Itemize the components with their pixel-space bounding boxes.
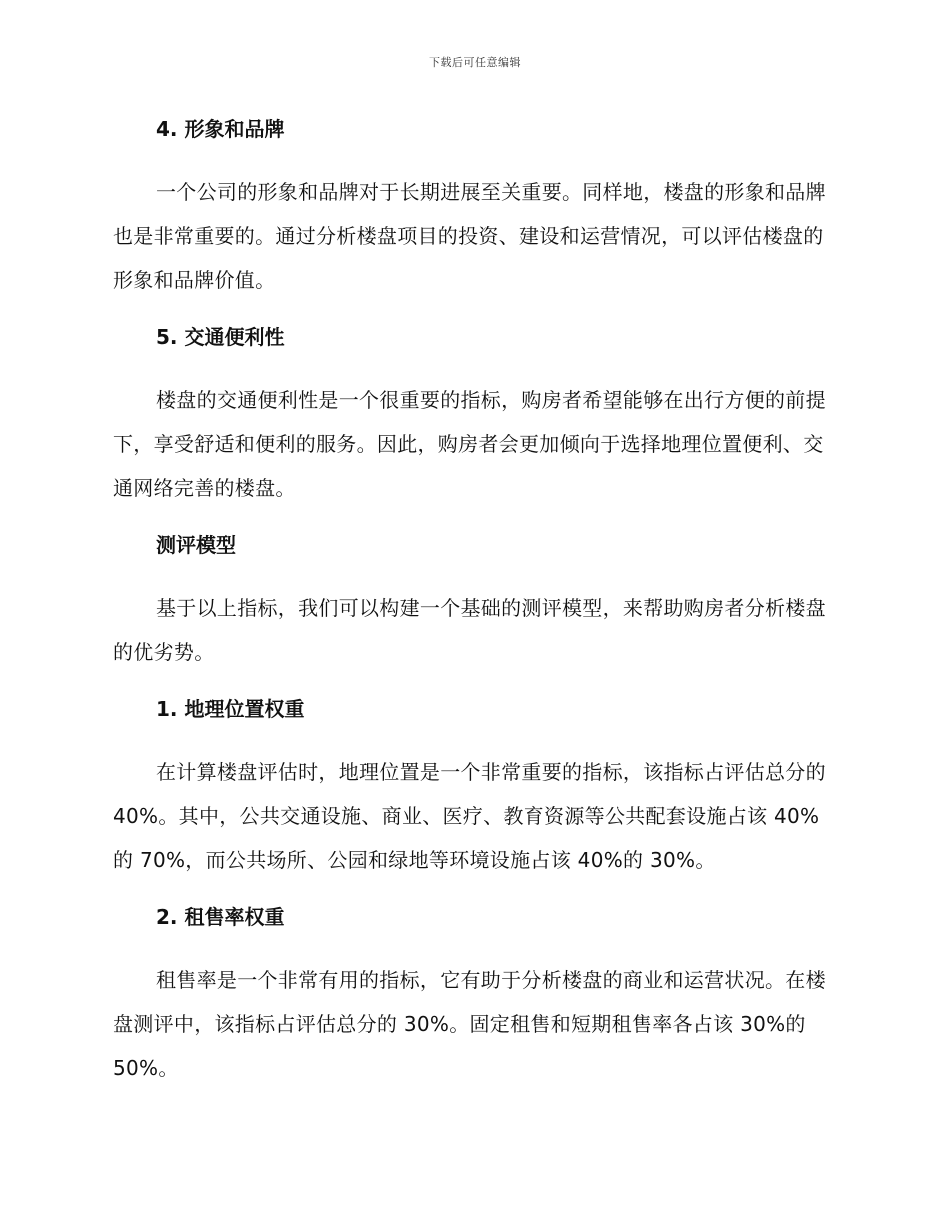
paragraph-rental-weight: 租售率是一个非常有用的指标，它有助于分析楼盘的商业和运营状况。在楼盘测评中，该指标占评估总分的 30%。固定租售和短期租售率各占该 30%的 50%。 (113, 968, 826, 1080)
paragraph-brand: 一个公司的形象和品牌对于长期进展至关重要。同样地，楼盘的形象和品牌也是非常重要的。通过分析楼盘项目的投资、建设和运营情况，可以评估楼盘的形象和品牌价值。 (113, 180, 826, 292)
section-heading-rental-weight: 2. 租售率权重 (156, 905, 285, 929)
section-heading-transport: 5. 交通便利性 (156, 325, 285, 349)
paragraph-model: 基于以上指标，我们可以构建一个基础的测评模型，来帮助购房者分析楼盘的优劣势。 (113, 596, 826, 664)
page-header-note: 下载后可任意编辑 (429, 56, 521, 69)
section-heading-model: 测评模型 (156, 533, 236, 557)
section-heading-location-weight: 1. 地理位置权重 (156, 697, 305, 721)
paragraph-location-weight: 在计算楼盘评估时，地理位置是一个非常重要的指标，该指标占评估总分的 40%。其中，公共交通设施、商业、医疗、教育资源等公共配套设施占该 40%的 70%，而公共场所、公园和绿地等环境设施占该 40%的 30%。 (113, 760, 826, 872)
paragraph-transport: 楼盘的交通便利性是一个很重要的指标，购房者希望能够在出行方便的前提下，享受舒适和便利的服务。因此，购房者会更加倾向于选择地理位置便利、交通网络完善的楼盘。 (113, 388, 826, 500)
section-heading-brand: 4. 形象和品牌 (156, 117, 285, 141)
document-body (113, 115, 833, 1111)
